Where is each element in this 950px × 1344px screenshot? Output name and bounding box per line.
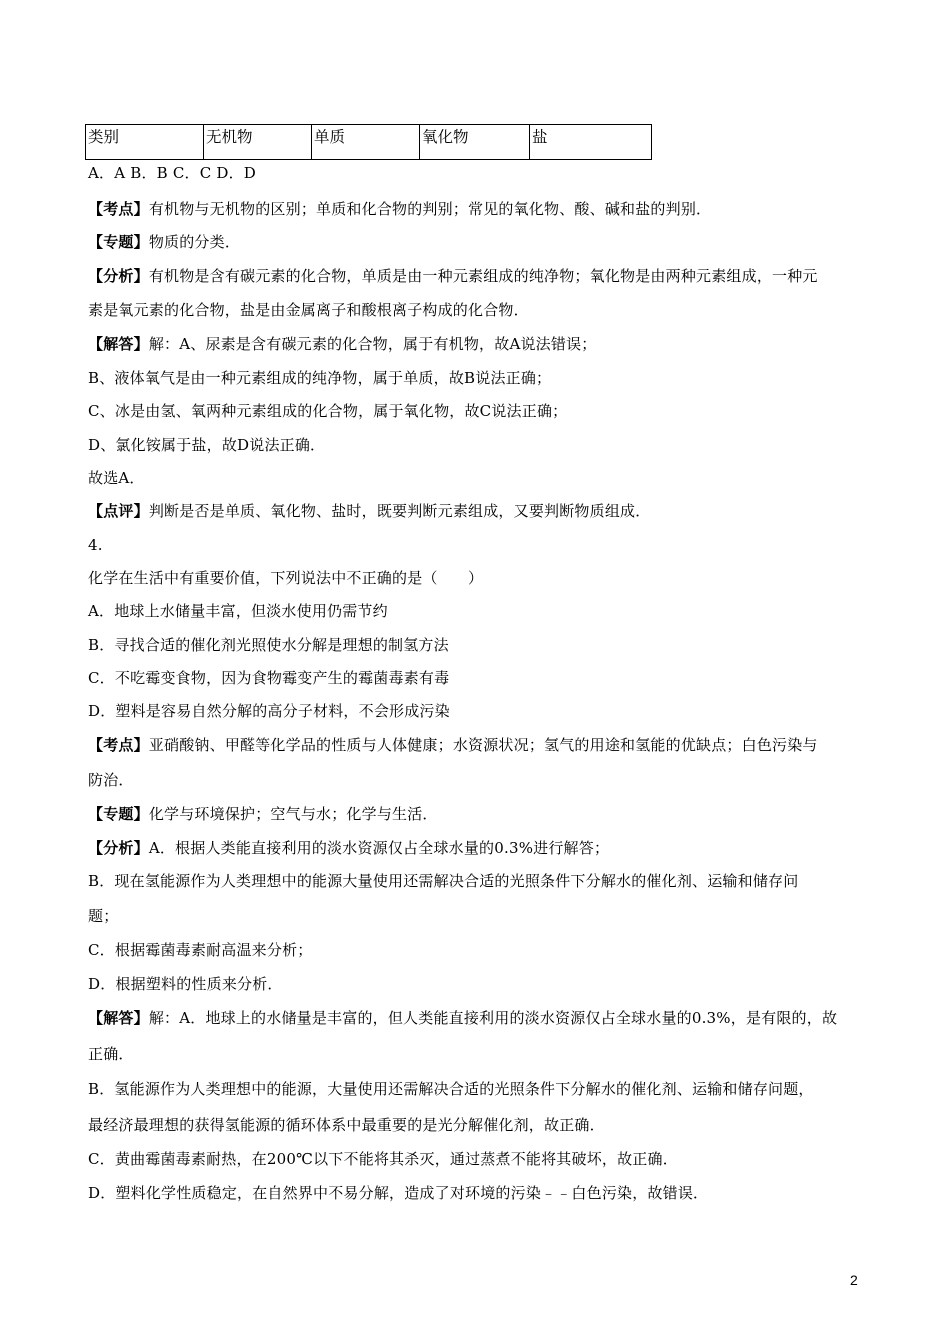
q4-fenxi-c: C．根据霉菌毒素耐高温来分析； [88,941,313,959]
q3-zhuanti [88,232,240,252]
q3-fenxi-text: 有机物是含有碳元素的化合物，单质是由一种元素组成的纯净物；氧化物是由两种元素组成，一种元 [148,267,818,285]
table-cell: 单质 [312,125,420,160]
label-jieda: 【解答】 [88,335,149,353]
q3-kaodian [88,199,711,219]
label-jieda: 【解答】 [88,1009,149,1027]
q4-option-b: B．寻找合适的催化剂光照使水分解是理想的制氢方法 [88,636,449,654]
label-kaodian: 【考点】 [88,736,149,754]
q3-dianping [88,501,650,521]
q4-option-d: D．塑料是容易自然分解的高分子材料，不会形成污染 [88,702,450,720]
q4-number: 4. [88,536,103,554]
table-row [86,125,652,160]
classification-table [85,124,652,160]
q4-fenxi [88,838,609,858]
q4-fenxi-b: B．现在氢能源作为人类理想中的能源大量使用还需解决合适的光照条件下分解水的催化剂、运输和储存问 [88,872,799,890]
label-zhuanti: 【专题】 [88,805,149,823]
q4-option-a: A．地球上水储量丰富，但淡水使用仍需节约 [88,602,388,620]
q4-option-c: C．不吃霉变食物，因为食物霉变产生的霉菌毒素有毒 [88,669,450,687]
table-cell: 氧化物 [420,125,530,160]
q4-zhuanti [88,804,438,824]
q4-kaodian-cont: 防治． [88,771,134,789]
q4-fenxi-text: A．根据人类能直接利用的淡水资源仅占全球水量的0.3%进行解答； [148,839,610,857]
label-kaodian: 【考点】 [88,200,149,218]
label-fenxi: 【分析】 [88,839,149,857]
q4-kaodian-text: 亚硝酸钠、甲醛等化学品的性质与人体健康；水资源状况；氢气的用途和氢能的优缺点；白色污染与 [148,736,818,754]
q4-zhuanti-text: 化学与环境保护；空气与水；化学与生活． [148,805,438,823]
q3-options: A．A B．B C．C D．D [88,164,257,182]
q3-jieda-c: C、冰是由氢、氧两种元素组成的化合物，属于氧化物，故C说法正确； [88,402,568,420]
label-zhuanti: 【专题】 [88,233,149,251]
q3-jieda-d: D、氯化铵属于盐，故D说法正确． [88,436,326,454]
q4-jieda-a-cont: 正确． [88,1045,134,1063]
q4-fenxi-d: D．根据塑料的性质来分析． [88,975,283,993]
q4-jieda-d: D．塑料化学性质稳定，在自然界中不易分解，造成了对环境的污染﹣﹣白色污染，故错误． [88,1184,709,1202]
table-cell: 盐 [530,125,652,160]
q3-jieda [88,334,596,354]
q3-jieda-answer: 故选A． [88,469,145,487]
q3-jieda-text: 解：A、尿素是含有碳元素的化合物，属于有机物，故A说法错误； [148,335,597,353]
q4-jieda-text: 解：A．地球上的水储量是丰富的，但人类能直接利用的淡水资源仅占全球水量的0.3%，是有限的，故 [148,1009,838,1027]
q4-jieda-b-cont: 最经济最理想的获得氢能源的循环体系中最重要的是光分解催化剂，故正确． [88,1116,605,1134]
q3-jieda-b: B、液体氧气是由一种元素组成的纯净物，属于单质，故B说法正确； [88,369,552,387]
q3-zhuanti-text: 物质的分类． [148,233,241,251]
table-cell: 无机物 [204,125,312,160]
label-fenxi: 【分析】 [88,267,149,285]
q4-jieda-c: C．黄曲霉菌毒素耐热，在200℃以下不能将其杀灭，通过蒸煮不能将其破坏，故正确． [88,1150,678,1168]
q4-jieda [88,1008,837,1028]
q3-fenxi [88,266,818,286]
q4-jieda-b: B．氢能源作为人类理想中的能源，大量使用还需解决合适的光照条件下分解水的催化剂、运输和储存问题， [88,1080,814,1098]
q3-dianping-text: 判断是否是单质、氧化物、盐时，既要判断元素组成，又要判断物质组成． [148,502,651,520]
label-dianping: 【点评】 [88,502,149,520]
q3-fenxi-cont: 素是氧元素的化合物，盐是由金属离子和酸根离子构成的化合物． [88,301,529,319]
page-number: 2 [850,1272,858,1288]
q3-kaodian-text: 有机物与无机物的区别；单质和化合物的判别；常见的氧化物、酸、碱和盐的判别． [148,200,712,218]
q4-kaodian [88,735,818,755]
table-cell: 类别 [86,125,204,160]
q4-fenxi-b-cont: 题； [88,907,119,925]
q4-stem: 化学在生活中有重要价值，下列说法中不正确的是（ ） [88,569,484,587]
